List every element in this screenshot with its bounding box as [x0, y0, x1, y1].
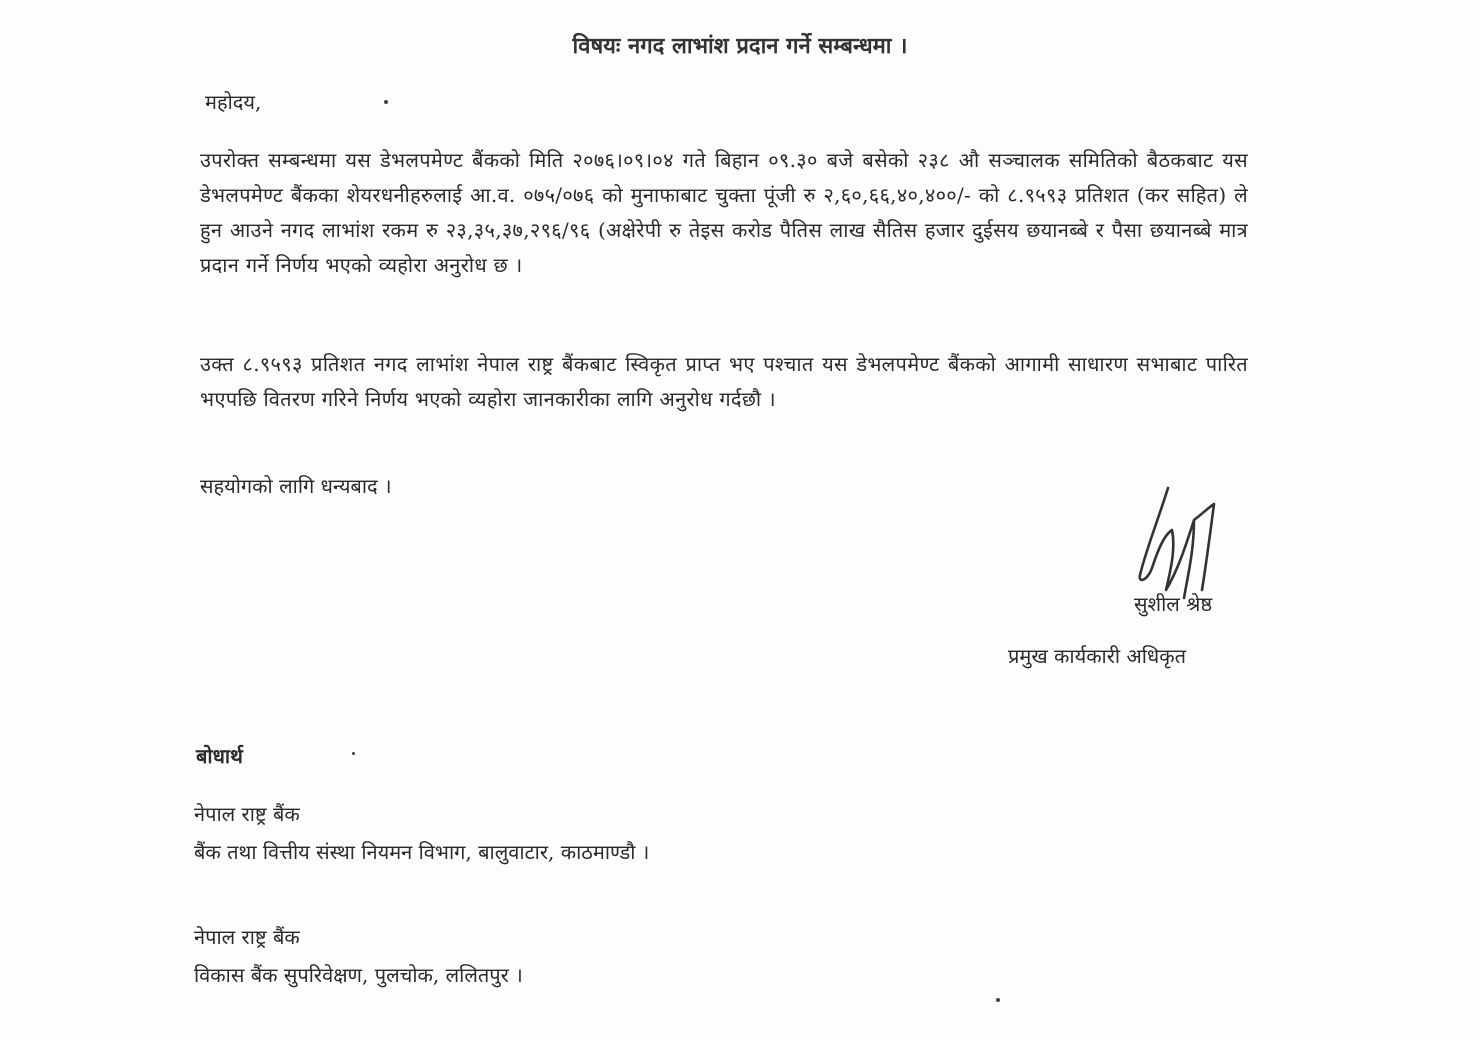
signer-title: प्रमुख कार्यकारी अधिकृत: [1008, 644, 1186, 668]
scan-speck: [996, 998, 1000, 1002]
scan-speck: [384, 100, 388, 104]
cc-recipient-1: [194, 795, 649, 871]
cc-recipient-2: [194, 918, 523, 994]
salutation: महोदय,: [205, 90, 262, 114]
signer-name: सुशील श्रेष्ठ: [1134, 592, 1213, 616]
recipient-dept: विकास बैंक सुपरिवेक्षण, पुलचोक, ललितपुर ।: [194, 963, 523, 987]
recipient-org: नेपाल राष्ट्र बैंक: [194, 802, 300, 826]
body-paragraph-1: उपरोक्त सम्बन्धमा यस डेभलपमेण्ट बैंकको मिति २०७६।०९।०४ गते बिहान ०९.३० बजे बसेको २३८ औ सञ्चालक समितिको बैठकबाट यस डेभलपमेण्ट बैंकका शेयरधनीहरुलाई आ.व. ०७५/०७६ को मुनाफाबाट चुक्ता पूंजी रु २,६०,६६,४०,४००/- को ८.९५९३ प्रतिशत (कर सहित) ले हुन आउने नगद लाभांश रकम रु २३,३५,३७,२९६/९६ (अक्षेरेपी रु तेइस करोड पैतिस लाख सैतिस हजार दुईसय छयानब्बे र पैसा छयानब्बे मात्र प्रदान गर्ने निर्णय भएको व्यहोरा अनुरोध छ ।: [200, 148, 1248, 277]
closing-thanks: सहयोगको लागि धन्यबाद ।: [200, 474, 392, 498]
letter-subject: विषयः नगद लाभांश प्रदान गर्ने सम्बन्धमा ।: [572, 33, 908, 59]
recipient-dept: बैंक तथा वित्तीय संस्था नियमन विभाग, बालुवाटार, काठमाण्डौ ।: [194, 840, 650, 864]
cc-label: बोधार्थ: [196, 744, 243, 768]
body-paragraph-2: उक्त ८.९५९३ प्रतिशत नगद लाभांश नेपाल राष्ट्र बैंकबाट स्विकृत प्राप्त भए पश्चात यस डेभलपमेण्ट बैंकको आगामी साधारण सभाबाट पारित भएपछि वितरण गरिने निर्णय भएको व्यहोरा जानकारीका लागि अनुरोध गर्दछौ ।: [200, 352, 1248, 411]
recipient-org: नेपाल राष्ट्र बैंक: [194, 925, 300, 949]
handwritten-signature: [1128, 480, 1238, 605]
scan-speck: [352, 752, 355, 755]
